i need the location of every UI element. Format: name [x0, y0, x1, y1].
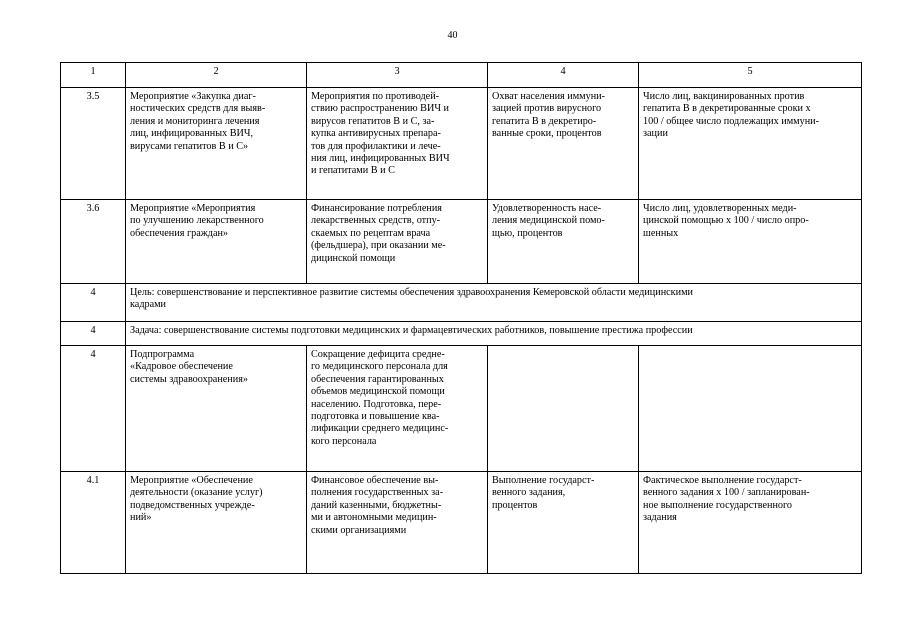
row-number: 4 [61, 284, 126, 322]
table-row [61, 200, 862, 284]
activity-name: Мероприятие «Закупка диаг- ностических средств для выяв- ления и мониторинга лечения лиц, инфицированных ВИЧ, вирусами гепатитов В и С» [126, 88, 307, 200]
column-header: 2 [126, 63, 307, 88]
goal-row [61, 284, 862, 322]
row-number: 4.1 [61, 472, 126, 574]
goal-text: Цель: совершенствование и перспективное развитие системы обеспечения здравоохранения Кемеровской области медицинскими кадрами [126, 284, 862, 322]
subprogram-description: Сокращение дефицита средне- го медицинского персонала для обеспечения гарантированных объемов медицинской помощи населению. Подготовка, пере- подготовка и повышение ква- лификации среднего медицинс- кого персонала [307, 346, 488, 472]
indicator-formula: Фактическое выполнение государст- венного задания x 100 / запланирован- ное выполнение государственного задания [639, 472, 862, 574]
page-number: 40 [447, 30, 458, 41]
indicator-name: Выполнение государст- венного задания, процентов [488, 472, 639, 574]
column-header: 3 [307, 63, 488, 88]
indicator-formula: Число лиц, вакцинированных против гепатита В в декретированные сроки x 100 / общее число подлежащих иммуни- зации [639, 88, 862, 200]
task-row [61, 322, 862, 346]
activity-name: Мероприятие «Обеспечение деятельности (оказание услуг) подведомственных учрежде- ний» [126, 472, 307, 574]
indicator-formula: Число лиц, удовлетворенных меди- цинской помощью x 100 / число опро- шенных [639, 200, 862, 284]
activity-description: Финансовое обеспечение вы- полнения государственных за- даний казенными, бюджетны- ми и автономными медицин- скими организациями [307, 472, 488, 574]
indicator-name: Удовлетворенность насе- ления медицинской помо- щью, процентов [488, 200, 639, 284]
row-number: 3.6 [61, 200, 126, 284]
column-header: 5 [639, 63, 862, 88]
indicator-name: Охват населения иммуни- зацией против вирусного гепатита В в декретиро- ванные сроки, процентов [488, 88, 639, 200]
row-number: 3.5 [61, 88, 126, 200]
program-table [60, 62, 862, 574]
column-header: 4 [488, 63, 639, 88]
row-number: 4 [61, 322, 126, 346]
column-header: 1 [61, 63, 126, 88]
table-header-row [61, 63, 862, 88]
indicator-formula [639, 346, 862, 472]
table-row [61, 346, 862, 472]
activity-name: Мероприятие «Мероприятия по улучшению лекарственного обеспечения граждан» [126, 200, 307, 284]
table-row [61, 88, 862, 200]
activity-description: Финансирование потребления лекарственных средств, отпу- скаемых по рецептам врача (фельдшера), при оказании ме- дицинской помощи [307, 200, 488, 284]
row-number: 4 [61, 346, 126, 472]
activity-description: Мероприятия по противодей- ствию распространению ВИЧ и вирусов гепатитов В и С, за- купка антивирусных препара- тов для профилактики и лече- ния лиц, инфицированных ВИЧ и гепатитами В и С [307, 88, 488, 200]
subprogram-name: Подпрограмма «Кадровое обеспечение системы здравоохранения» [126, 346, 307, 472]
indicator-name [488, 346, 639, 472]
table-row [61, 472, 862, 574]
task-text: Задача: совершенствование системы подготовки медицинских и фармацевтических работников, повышение престижа профессии [126, 322, 862, 346]
